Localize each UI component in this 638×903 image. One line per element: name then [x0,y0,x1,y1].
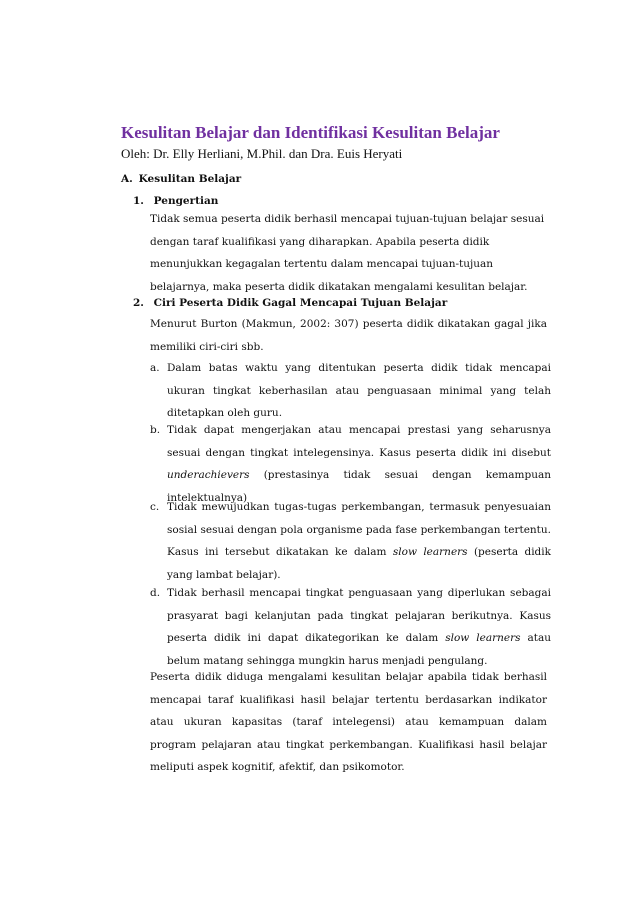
list-item-text [167,582,551,672]
list-marker: c. [150,501,160,513]
list-marker: b. [150,424,161,436]
subsection-2-intro: Menurut Burton (Makmun, 2002: 307) peserta didik dikatakan gagal jika memiliki ciri-ciri sbb. [150,318,547,353]
list-item-text-end: (prestasinya tidak sesuai dengan kemampuan intelektualnya) [167,469,551,504]
term-slow-learners: slow learners [392,546,468,558]
list-item-text-end: atau belum matang sehingga mungkin harus menjadi pengulang. [167,632,551,667]
document-author: Oleh: Dr. Elly Herliani, M.Phil. dan Dra. Euis Heryati [121,146,403,161]
list-item-text-start: Tidak dapat mengerjakan atau mencapai prestasi yang seharusnya sesuai dengan tingkat intelegensinya. Kasus peserta didik ini disebut [167,424,551,459]
subsection-2-title: Ciri Peserta Didik Gagal Mencapai Tujuan Belajar [153,297,448,309]
term-underachievers: underachievers [167,469,250,481]
section-a-number: A. [121,173,133,185]
subsection-2-heading [133,292,447,315]
subsection-1-title: Pengertian [153,195,219,207]
list-item-text-start: Tidak mewujudkan tugas-tugas perkembangan, termasuk penyesuaian sosial sesuai dengan pola organisme pada fase perkembangan tertentu. Kasus ini tersebut dikatakan ke dalam [167,501,551,558]
term-slow-learners: slow learners [445,632,521,644]
document-title: Kesulitan Belajar dan Identifikasi Kesulitan Belajar [121,123,500,142]
list-item-text-start: Tidak berhasil mencapai tingkat penguasaan yang diperlukan sebagai prasyarat bagi kelanjutan pada tingkat pelajaran berikutnya. Kasus peserta didik ini dapat dikategorikan ke dalam [167,587,551,644]
list-item-text [167,496,551,586]
section-a-title: Kesulitan Belajar [138,173,242,185]
list-marker: a. [150,362,160,374]
list-item-text: Dalam batas waktu yang ditentukan peserta didik tidak mencapai ukuran tingkat keberhasilan atau penguasaan minimal yang telah ditetapkan oleh guru. [167,362,551,419]
subsection-1-paragraph: Tidak semua peserta didik berhasil mencapai tujuan-tujuan belajar sesuai dengan taraf kualifikasi yang diharapkan. Apabila peserta didik menunjukkan kegagalan tertentu dalam mencapai tujuan-tujuan belajarnya, maka peserta didik dikatakan mengalami kesulitan belajar. [150,213,545,293]
closing-paragraph: Peserta didik diduga mengalami kesulitan belajar apabila tidak berhasil mencapai taraf kualifikasi hasil belajar tertentu berdasarkan indikator atau ukuran kapasitas (taraf intelegensi) atau kemampuan dalam program pelajaran atau tingkat perkembangan. Kualifikasi hasil belajar meliputi aspek kognitif, afektif, dan psikomotor. [150,671,547,773]
list-item-text-end: (peserta didik yang lambat belajar). [167,546,551,581]
subsection-2-number: 2. [133,297,144,309]
list-marker: d. [150,587,161,599]
section-a-heading [121,168,241,191]
subsection-1-number: 1. [133,195,144,207]
